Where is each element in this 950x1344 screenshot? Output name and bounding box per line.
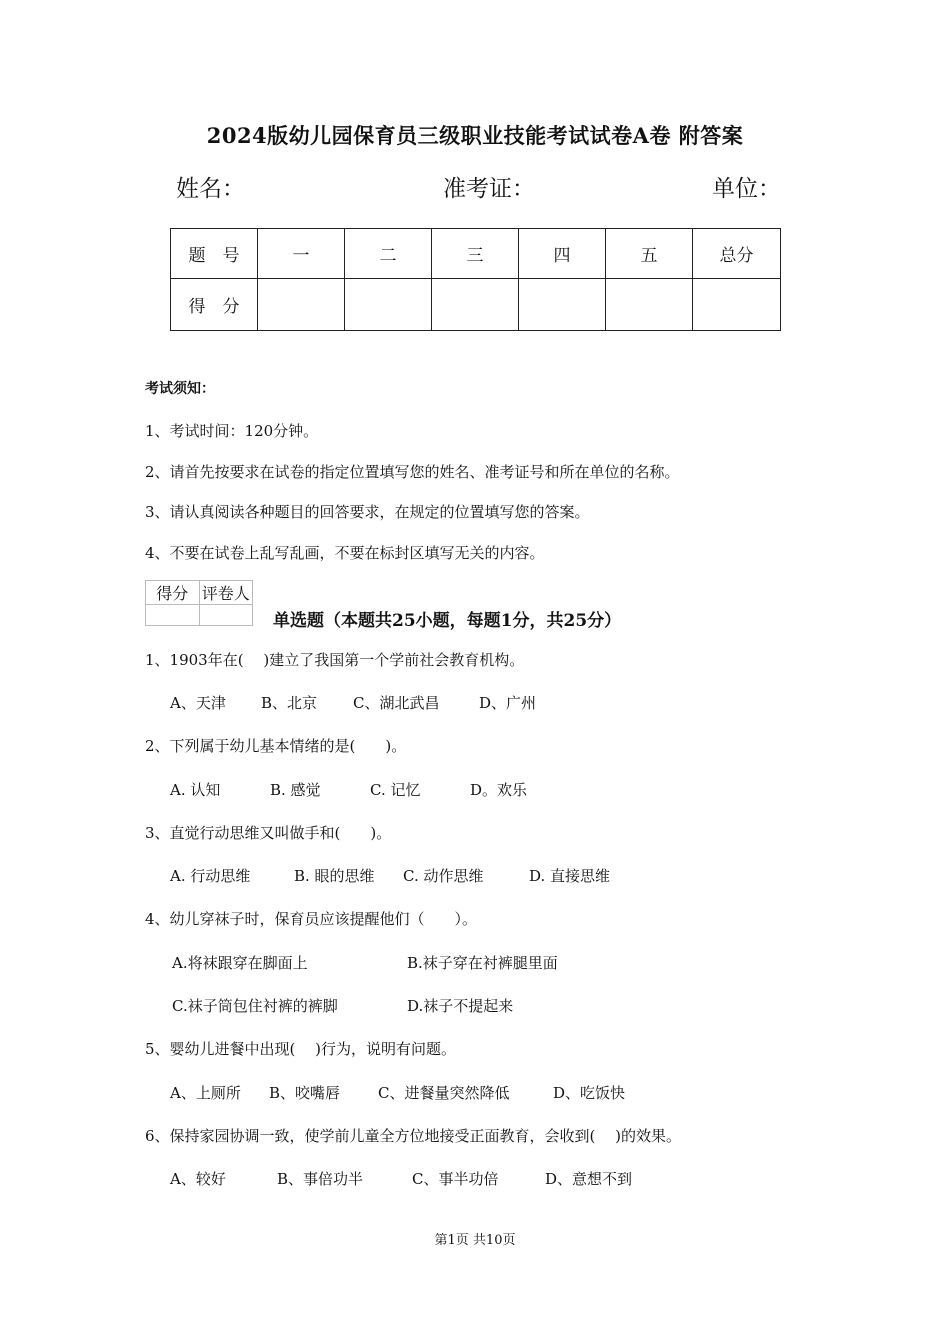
grader-score-cell — [146, 605, 200, 626]
question-option: C、进餐量突然降低 — [378, 1084, 510, 1102]
question-option: A、上厕所 — [170, 1084, 241, 1102]
question-stem: 1、1903年在( )建立了我国第一个学前社会教育机构。 — [145, 651, 525, 669]
score-table-header-cell: 一 — [258, 229, 345, 279]
question-option: D. 直接思维 — [529, 867, 611, 885]
exam-id-label: 准考证： — [443, 176, 535, 202]
score-row-label: 得 分 — [171, 279, 258, 331]
score-table-header-cell: 五 — [606, 229, 693, 279]
question-option: C. 动作思维 — [403, 867, 484, 885]
question-option: B、咬嘴唇 — [269, 1084, 341, 1102]
section-title: 单选题（本题共25小题，每题1分，共25分） — [273, 611, 622, 631]
unit-label: 单位： — [712, 176, 781, 202]
question-option: C、事半功倍 — [412, 1170, 499, 1188]
question-option: A、天津 — [170, 694, 226, 712]
question-option: A. 行动思维 — [170, 867, 251, 885]
question-option: C.袜子筒包住衬裤的裤脚 — [172, 997, 338, 1015]
grader-score-label: 得分 — [146, 581, 200, 605]
question-option: B、北京 — [261, 694, 318, 712]
question-option: C、湖北武昌 — [353, 694, 440, 712]
question-option: D。欢乐 — [470, 781, 528, 799]
question-option: D、吃饭快 — [553, 1084, 626, 1102]
score-cell — [606, 279, 693, 331]
score-cell — [519, 279, 606, 331]
score-table-header-cell: 三 — [432, 229, 519, 279]
grader-name-cell — [199, 605, 253, 626]
grader-box — [145, 580, 253, 626]
score-table-header-cell: 题 号 — [171, 229, 258, 279]
name-label: 姓名： — [176, 176, 245, 202]
question-option: B、事倍功半 — [277, 1170, 364, 1188]
question-option: D、广州 — [479, 694, 537, 712]
notice-item: 2、请首先按要求在试卷的指定位置填写您的姓名、准考证号和所在单位的名称。 — [145, 463, 680, 481]
question-stem: 2、下列属于幼儿基本情绪的是( )。 — [145, 737, 407, 755]
notice-item: 1、考试时间：120分钟。 — [145, 422, 319, 440]
score-table-header-cell: 二 — [345, 229, 432, 279]
grader-name-label: 评卷人 — [199, 581, 253, 605]
question-option: D、意想不到 — [545, 1170, 633, 1188]
score-cell — [258, 279, 345, 331]
question-option: A. 认知 — [170, 781, 221, 799]
question-option: B. 眼的思维 — [294, 867, 375, 885]
question-option: B. 感觉 — [270, 781, 321, 799]
question-option: C. 记忆 — [370, 781, 421, 799]
question-stem: 5、婴幼儿进餐中出现( )行为，说明有问题。 — [145, 1040, 457, 1058]
question-stem: 4、幼儿穿袜子时，保育员应该提醒他们（ ）。 — [145, 910, 478, 928]
page-footer: 第1页 共10页 — [434, 1233, 516, 1248]
score-cell — [345, 279, 432, 331]
score-table-score-row — [171, 279, 781, 331]
score-table — [170, 228, 781, 331]
notice-item: 4、不要在试卷上乱写乱画，不要在标封区填写无关的内容。 — [145, 544, 545, 562]
question-stem: 6、保持家园协调一致，使学前儿童全方位地接受正面教育，会收到( )的效果。 — [145, 1127, 682, 1145]
notice-item: 3、请认真阅读各种题目的回答要求，在规定的位置填写您的答案。 — [145, 503, 590, 521]
question-option: D.袜子不提起来 — [407, 997, 514, 1015]
score-cell — [432, 279, 519, 331]
question-option: A.将袜跟穿在脚面上 — [172, 954, 308, 972]
question-option: B.袜子穿在衬裤腿里面 — [407, 954, 558, 972]
exam-title: 2024版幼儿园保育员三级职业技能考试试卷A卷 附答案 — [206, 123, 744, 148]
notice-title: 考试须知： — [145, 381, 215, 397]
score-table-header-cell: 四 — [519, 229, 606, 279]
question-option: A、较好 — [170, 1170, 226, 1188]
question-stem: 3、直觉行动思维又叫做手和( )。 — [145, 824, 392, 842]
score-table-header-row — [171, 229, 781, 279]
score-cell — [693, 279, 781, 331]
score-table-header-cell: 总分 — [693, 229, 781, 279]
